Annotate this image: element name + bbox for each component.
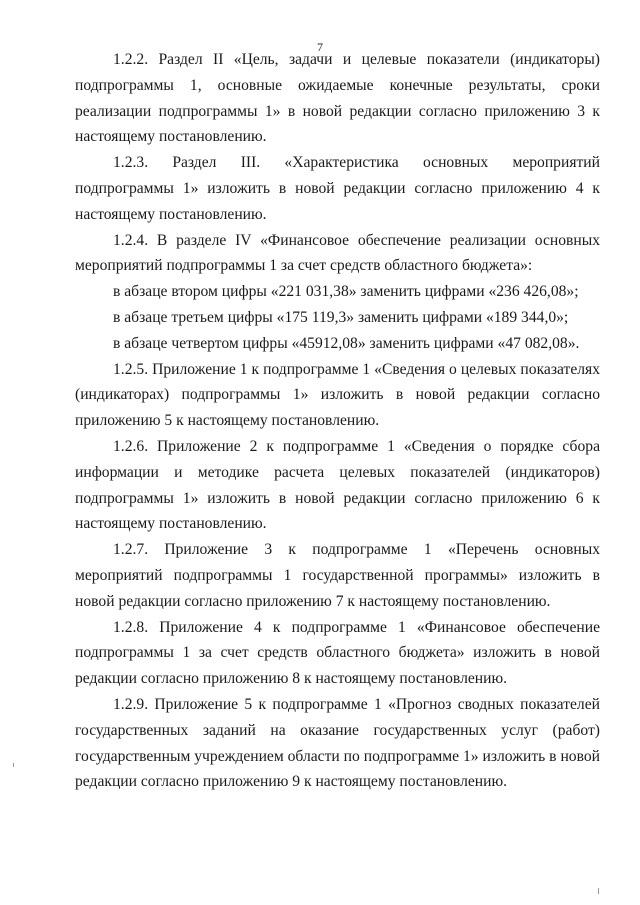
document-body [75, 47, 600, 795]
paragraph-1-2-2: 1.2.2. Раздел II «Цель, задачи и целевые показатели (индикаторы) подпрограммы 1, основные ожидаемые конечные результаты, сроки реализации подпрограммы 1» в новой редакции согласно приложению 3 к настоящему постановлению. [75, 51, 600, 146]
paragraph-1-2-6: 1.2.6. Приложение 2 к подпрограмме 1 «Сведения о порядке сбора информации и методике расчета целевых показателей (индикаторов) подпрограммы 1» изложить в новой редакции согласно приложению 6 к настоящему постановлению. [75, 437, 600, 533]
paragraph-1-2-7: 1.2.7. Приложение 3 к подпрограмме 1 «Перечень основных мероприятий подпрограммы 1 государственной программы» изложить в новой редакции согласно приложению 7 к настоящему постановлению. [75, 541, 600, 610]
paragraph-1-2-4-line-3: в абзаце четвертом цифры «45912,08» заменить цифрами «47 082,08». [113, 334, 580, 352]
paragraph-1-2-4-line-2: в абзаце третьем цифры «175 119,3» заменить цифрами «189 344,0»; [113, 308, 569, 326]
paragraph-1-2-5: 1.2.5. Приложение 1 к подпрограмме 1 «Сведения о целевых показателях (индикаторах) подпрограммы 1» изложить в новой редакции согласно приложению 5 к настоящему постановлению. [75, 360, 600, 430]
paragraph-1-2-4: 1.2.4. В разделе IV «Финансовое обеспечение реализации основных мероприятий подпрограммы 1 за счет средств областного бюджета»: [75, 231, 600, 275]
page-number: 7 [317, 40, 323, 54]
paragraph-1-2-3: 1.2.3. Раздел III. «Характеристика основных мероприятий подпрограммы 1» изложить в новой редакции согласно приложению 4 к настоящему постановлению. [75, 154, 600, 223]
scan-speck-right [598, 888, 599, 894]
paragraph-1-2-4-line-1: в абзаце втором цифры «221 031,38» заменить цифрами «236 426,08»; [113, 283, 579, 301]
paragraph-1-2-8: 1.2.8. Приложение 4 к подпрограмме 1 «Финансовое обеспечение подпрограммы 1 за счет средств областного бюджета» изложить в новой редакции согласно приложению 8 к настоящему постановлению. [75, 618, 600, 688]
scan-speck-left [13, 763, 14, 767]
paragraph-1-2-9: 1.2.9. Приложение 5 к подпрограмме 1 «Прогноз сводных показателей государственных заданий на оказание государственных услуг (работ) государственным учреждением области по подпрограмме 1» изложить в новой редакции согласно приложению 9 к настоящему постановлению. [75, 695, 600, 791]
